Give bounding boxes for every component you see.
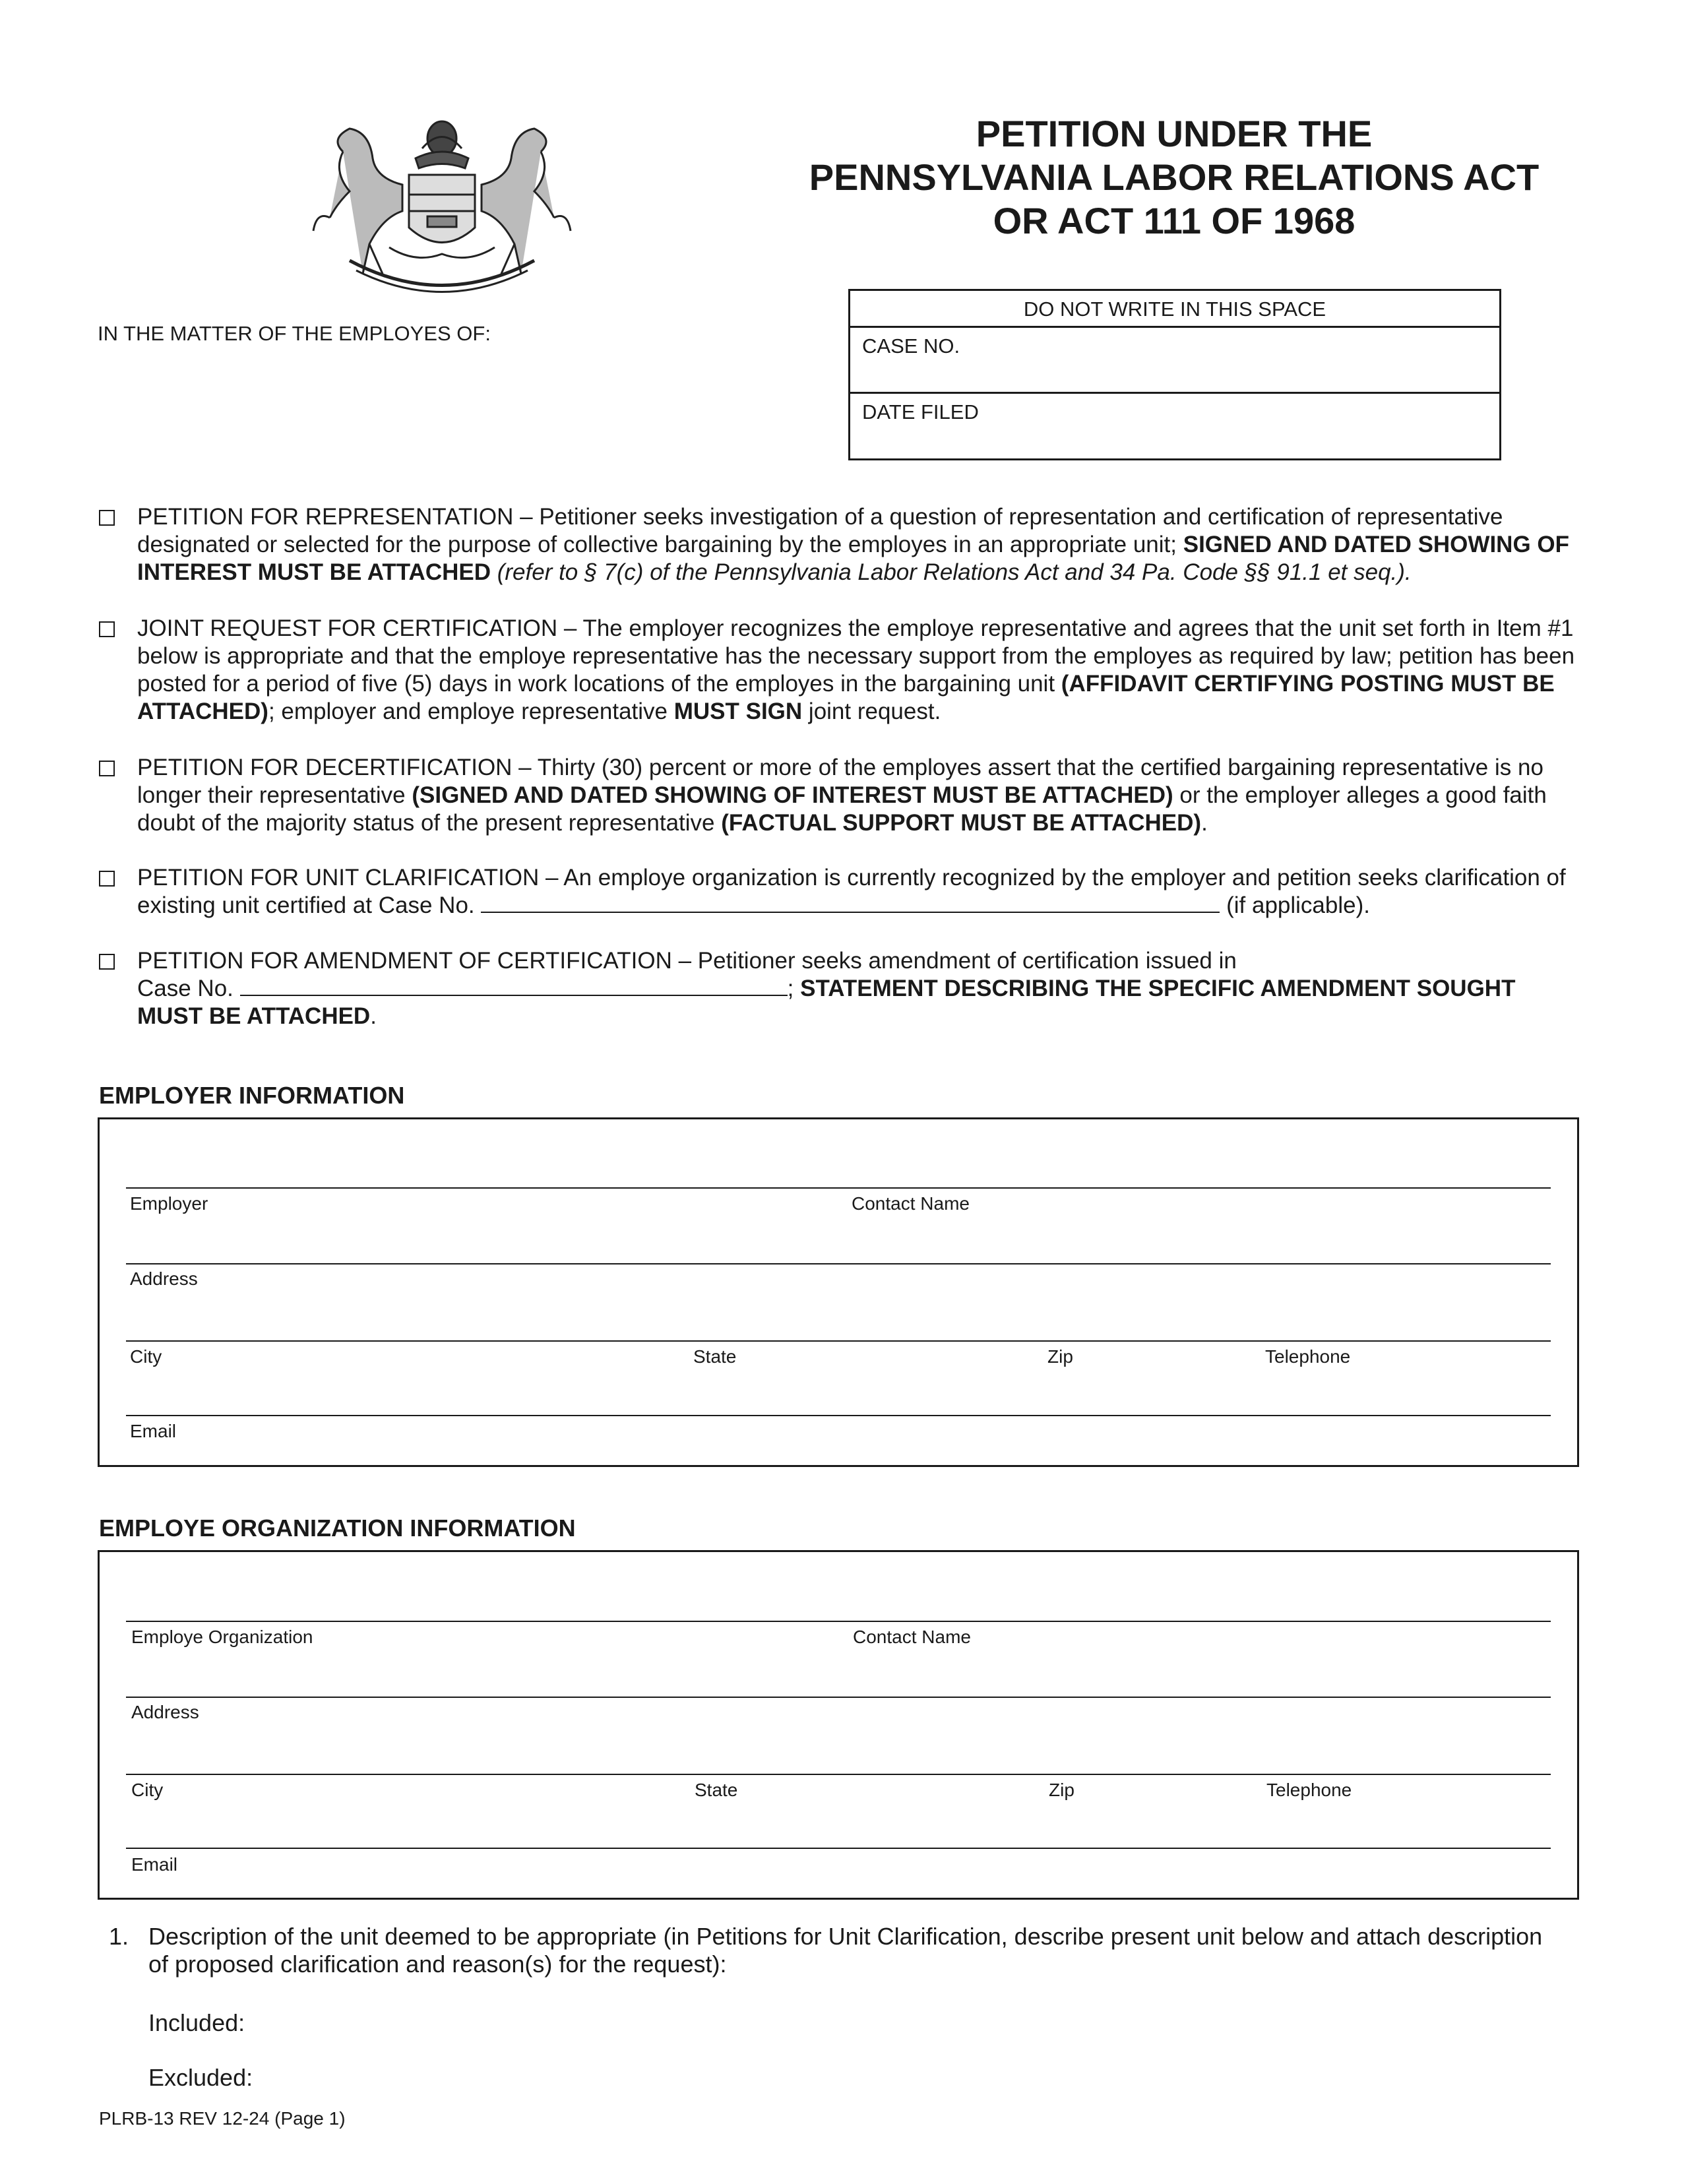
unit-clarification-checkbox[interactable] bbox=[99, 871, 115, 887]
employer-info-box bbox=[98, 1117, 1579, 1467]
employer-line-4[interactable] bbox=[126, 1415, 1551, 1416]
org-city-label: City bbox=[131, 1780, 164, 1800]
amendment-text-1: PETITION FOR AMENDMENT OF CERTIFICATION – Petitioner seeks amendment of certification issued in bbox=[137, 948, 1237, 974]
clarification-if-applicable: (if applicable). bbox=[1226, 892, 1370, 918]
org-contact-label: Contact Name bbox=[853, 1627, 971, 1647]
decert-text-3: . bbox=[1201, 810, 1208, 836]
option-amendment bbox=[99, 947, 1583, 1030]
org-address-label: Address bbox=[131, 1702, 199, 1722]
option-unit-clarification bbox=[99, 864, 1583, 920]
employer-address-label: Address bbox=[130, 1268, 198, 1289]
amendment-text-4: . bbox=[370, 1003, 377, 1029]
org-name-label: Employe Organization bbox=[131, 1627, 313, 1647]
decert-bold-2: (FACTUAL SUPPORT MUST BE ATTACHED) bbox=[721, 810, 1202, 836]
employer-section-heading: EMPLOYER INFORMATION bbox=[99, 1082, 405, 1109]
joint-request-checkbox[interactable] bbox=[99, 621, 115, 637]
representation-bold: SIGNED AND DATED SHOWING OF INTEREST MUST BE ATTACHED bbox=[137, 532, 1569, 585]
employer-email-label: Email bbox=[130, 1421, 177, 1441]
excluded-label: Excluded: bbox=[148, 2064, 253, 2091]
employer-state-label: State bbox=[693, 1346, 737, 1367]
form-title bbox=[778, 112, 1570, 243]
clarification-case-no-line[interactable] bbox=[481, 892, 1220, 913]
org-telephone-label: Telephone bbox=[1266, 1780, 1352, 1800]
employer-line-2[interactable] bbox=[126, 1263, 1551, 1264]
org-section-heading: EMPLOYE ORGANIZATION INFORMATION bbox=[99, 1514, 576, 1542]
representation-checkbox[interactable] bbox=[99, 510, 115, 526]
decert-text-2: or the employer alleges a good faith doubt of the majority status of the present representative bbox=[137, 782, 1547, 836]
org-line-2[interactable] bbox=[126, 1697, 1551, 1698]
representation-italic: (refer to § 7(c) of the Pennsylvania Labor Relations Act and 34 Pa. Code §§ 91.1 et seq.). bbox=[491, 559, 1412, 585]
included-label: Included: bbox=[148, 2009, 245, 2036]
amendment-case-no-line[interactable] bbox=[240, 975, 788, 996]
pennsylvania-seal-icon bbox=[303, 112, 580, 297]
form-footer: PLRB-13 REV 12-24 (Page 1) bbox=[99, 2108, 346, 2129]
title-line-1: PETITION UNDER THE bbox=[976, 113, 1373, 154]
item-1-number: 1. bbox=[109, 1923, 129, 1950]
case-no-field bbox=[850, 328, 1499, 394]
org-email-label: Email bbox=[131, 1854, 178, 1875]
option-representation bbox=[99, 503, 1583, 586]
case-no-label: CASE NO. bbox=[862, 334, 960, 358]
org-line-1[interactable] bbox=[126, 1621, 1551, 1622]
decert-text-1: PETITION FOR DECERTIFICATION – Thirty (30) percent or more of the employes assert that the certified bargaining representative is no longer their representative bbox=[137, 755, 1543, 808]
decertification-checkbox[interactable] bbox=[99, 761, 115, 776]
title-line-3: OR ACT 111 OF 1968 bbox=[993, 200, 1355, 241]
amendment-text-3: ; bbox=[787, 976, 801, 1001]
employer-telephone-label: Telephone bbox=[1265, 1346, 1351, 1367]
date-filed-label: DATE FILED bbox=[862, 400, 979, 423]
amendment-checkbox[interactable] bbox=[99, 954, 115, 970]
joint-bold-1: (AFFIDAVIT CERTIFYING POSTING MUST BE ATTACHED) bbox=[137, 671, 1555, 724]
joint-text-3: joint request. bbox=[802, 699, 941, 724]
org-info-box bbox=[98, 1550, 1579, 1900]
org-line-4[interactable] bbox=[126, 1848, 1551, 1849]
matter-label: IN THE MATTER OF THE EMPLOYES OF: bbox=[98, 322, 491, 345]
org-zip-label: Zip bbox=[1049, 1780, 1075, 1800]
employer-line-3[interactable] bbox=[126, 1340, 1551, 1342]
decert-bold-1: (SIGNED AND DATED SHOWING OF INTEREST MUST BE ATTACHED) bbox=[412, 782, 1173, 808]
joint-text-2: ; employer and employe representative bbox=[268, 699, 674, 724]
org-line-3[interactable] bbox=[126, 1774, 1551, 1775]
employer-line-1[interactable] bbox=[126, 1187, 1551, 1189]
option-decertification bbox=[99, 754, 1583, 837]
employer-zip-label: Zip bbox=[1047, 1346, 1073, 1367]
employer-name-label: Employer bbox=[130, 1193, 208, 1214]
joint-bold-2: MUST SIGN bbox=[673, 699, 803, 724]
org-state-label: State bbox=[695, 1780, 738, 1800]
joint-text-1: JOINT REQUEST FOR CERTIFICATION – The employer recognizes the employe representative and agrees that the unit set forth in Item #1 below is appropriate and that the employe representative has the necessary support from the employes as required by law; petition has been posted for a period of five (5) days in work locations of the employes in the bargaining unit bbox=[137, 615, 1575, 697]
item-1 bbox=[109, 1923, 1560, 1978]
amendment-case-no-label: Case No. bbox=[137, 976, 234, 1001]
employer-city-label: City bbox=[130, 1346, 162, 1367]
employer-contact-label: Contact Name bbox=[852, 1193, 970, 1214]
item-1-text: Description of the unit deemed to be appropriate (in Petitions for Unit Clarification, describe present unit below and attach description of proposed clarification and reason(s) for the request): bbox=[148, 1923, 1543, 1978]
office-use-header: DO NOT WRITE IN THIS SPACE bbox=[850, 291, 1499, 328]
option-joint-request bbox=[99, 615, 1583, 726]
amendment-bold: STATEMENT DESCRIBING THE SPECIFIC AMENDMENT SOUGHT MUST BE ATTACHED bbox=[137, 976, 1516, 1029]
office-use-box bbox=[848, 289, 1501, 460]
representation-text: PETITION FOR REPRESENTATION – Petitioner seeks investigation of a question of representation and certification of representative designated or selected for the purpose of collective bargaining by the employes in an appropriate unit; bbox=[137, 504, 1503, 557]
date-filed-field bbox=[850, 394, 1499, 431]
title-line-2: PENNSYLVANIA LABOR RELATIONS ACT bbox=[809, 156, 1540, 198]
clarification-text: PETITION FOR UNIT CLARIFICATION – An employe organization is currently recognized by the employer and petition seeks clarification of existing unit certified at Case No. bbox=[137, 865, 1566, 918]
